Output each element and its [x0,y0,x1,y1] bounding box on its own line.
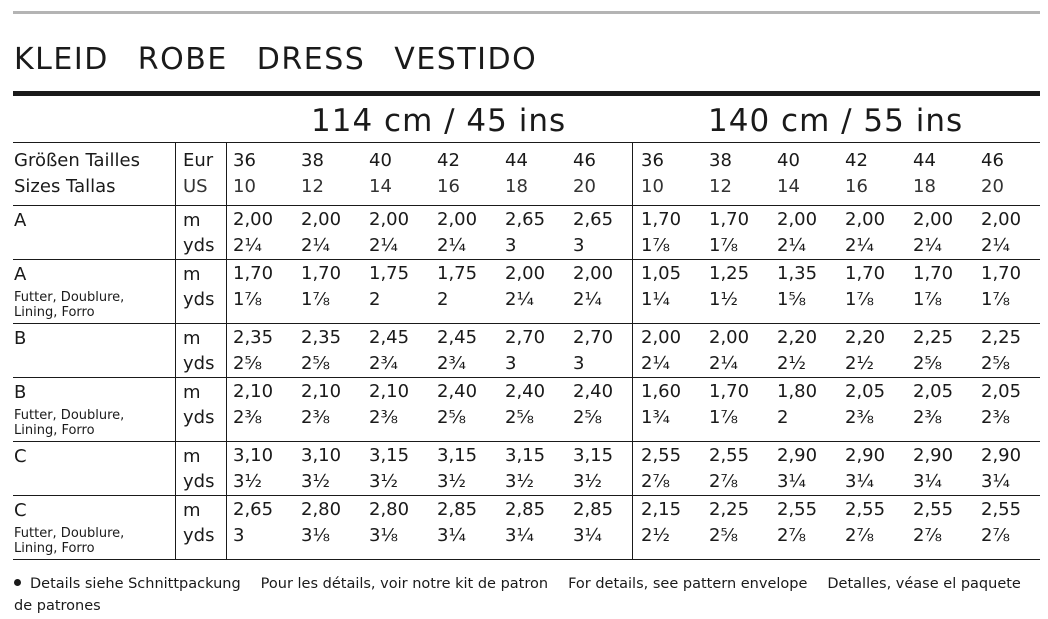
unit-yds: yds [183,235,215,256]
eur-size: 44 [505,150,528,171]
meters-value: 2,80 [301,499,342,520]
unit-yds: yds [183,471,215,492]
bullet-icon [14,579,21,586]
meters-value: 2,35 [233,327,274,348]
yards-value: 2¼ [437,235,466,256]
meters-value: 2,70 [573,327,614,348]
unit-m: m [183,264,201,285]
yards-value: 1¼ [641,289,670,310]
meters-value: 2,55 [913,499,954,520]
yards-value: 2⅜ [845,407,874,428]
title-rule [13,91,1040,96]
yards-value: 3 [505,235,517,256]
meters-value: 2,15 [641,499,682,520]
lining-label-line: Lining, Forro [14,541,95,556]
unit-m: m [183,382,201,403]
meters-value: 2,00 [369,209,410,230]
yards-value: 2¼ [505,289,534,310]
yards-value: 2⅜ [233,407,262,428]
yards-value: 2¼ [981,235,1010,256]
meters-value: 2,00 [777,209,818,230]
meters-value: 2,00 [709,327,750,348]
yards-value: 2⅜ [981,407,1010,428]
eur-size: 38 [301,150,324,171]
yards-value: 2½ [777,353,806,374]
view-label: C [14,446,27,467]
meters-value: 1,25 [709,263,750,284]
meters-value: 1,70 [981,263,1022,284]
yards-value: 2⅞ [709,471,738,492]
meters-value: 2,05 [981,381,1022,402]
top-rule [13,11,1040,14]
fabric-width-140: 140 cm / 55 ins [708,103,964,139]
meters-value: 1,60 [641,381,682,402]
column-divider [632,142,633,559]
yards-value: 1½ [709,289,738,310]
yards-value: 2⅝ [573,407,602,428]
lining-label [14,526,124,556]
yards-value: 3¼ [845,471,874,492]
row-divider [13,323,1040,324]
meters-value: 1,70 [913,263,954,284]
yards-value: 3¼ [573,525,602,546]
title-en: DRESS [256,42,366,77]
unit-yds: yds [183,407,215,428]
meters-value: 3,10 [301,445,342,466]
meters-value: 2,00 [913,209,954,230]
meters-value: 2,65 [573,209,614,230]
meters-value: 2,00 [301,209,342,230]
meters-value: 2,45 [437,327,478,348]
yards-value: 2⅞ [845,525,874,546]
meters-value: 2,00 [505,263,546,284]
meters-value: 2,10 [233,381,274,402]
meters-value: 2,40 [437,381,478,402]
meters-value: 2,70 [505,327,546,348]
yards-value: 3¼ [981,471,1010,492]
yards-value: 2 [437,289,449,310]
meters-value: 2,35 [301,327,342,348]
yards-value: 2¼ [913,235,942,256]
meters-value: 2,00 [233,209,274,230]
yards-value: 3 [573,235,585,256]
yards-value: 2¼ [573,289,602,310]
view-label: A [14,264,27,285]
yards-value: 2¼ [777,235,806,256]
meters-value: 3,15 [369,445,410,466]
meters-value: 2,10 [301,381,342,402]
yards-value: 3 [233,525,245,546]
lining-label-line: Lining, Forro [14,305,95,320]
yards-value: 3½ [573,471,602,492]
meters-value: 2,65 [233,499,274,520]
yards-value: 2⅞ [913,525,942,546]
yards-value: 2⅝ [437,407,466,428]
us-size: 18 [913,176,936,197]
yards-value: 1⅞ [845,289,874,310]
meters-value: 2,00 [437,209,478,230]
yards-value: 2⅝ [505,407,534,428]
us-size: 12 [301,176,324,197]
meters-value: 2,20 [777,327,818,348]
row-divider [13,559,1040,560]
title-fr: ROBE [137,42,228,77]
yards-value: 2½ [845,353,874,374]
unit-m: m [183,446,201,467]
yards-value: 3 [505,353,517,374]
unit-yds: yds [183,353,215,374]
yards-value: 1¾ [641,407,670,428]
us-size: 20 [981,176,1004,197]
view-label: B [14,328,27,349]
yards-value: 2 [369,289,381,310]
lining-label-line: Lining, Forro [14,423,95,438]
row-divider [13,377,1040,378]
yards-value: 3¼ [505,525,534,546]
meters-value: 2,45 [369,327,410,348]
yards-value: 2⅞ [981,525,1010,546]
yards-value: 3¼ [777,471,806,492]
meters-value: 1,70 [233,263,274,284]
yards-value: 3½ [505,471,534,492]
footnote-en: For details, see pattern envelope [568,576,808,592]
meters-value: 1,35 [777,263,818,284]
meters-value: 1,05 [641,263,682,284]
meters-value: 1,70 [845,263,886,284]
unit-m: m [183,210,201,231]
meters-value: 1,70 [301,263,342,284]
yards-value: 3¼ [913,471,942,492]
us-size: 16 [437,176,460,197]
eur-size: 36 [641,150,664,171]
meters-value: 2,00 [981,209,1022,230]
size-label-line1: Größen Tailles [14,150,141,171]
size-label-line2: Sizes Tallas [14,176,116,197]
view-label: A [14,210,27,231]
yards-value: 2¾ [369,353,398,374]
yards-value: 3½ [369,471,398,492]
title-es: VESTIDO [394,42,538,77]
yards-value: 1⅞ [709,407,738,428]
yards-value: 1⅞ [913,289,942,310]
title-de: KLEID [14,42,109,77]
us-size: 10 [641,176,664,197]
meters-value: 2,40 [505,381,546,402]
meters-value: 2,05 [913,381,954,402]
view-label: B [14,382,27,403]
yards-value: 2¼ [845,235,874,256]
meters-value: 2,85 [437,499,478,520]
eur-size: 38 [709,150,732,171]
meters-value: 3,10 [233,445,274,466]
yards-value: 2¾ [437,353,466,374]
column-divider [226,142,227,559]
meters-value: 2,90 [777,445,818,466]
column-divider [175,142,176,559]
row-divider [13,142,1040,143]
us-size: 14 [777,176,800,197]
meters-value: 2,25 [981,327,1022,348]
eur-size: 40 [777,150,800,171]
meters-value: 2,90 [845,445,886,466]
meters-value: 2,00 [573,263,614,284]
eur-size: 44 [913,150,936,171]
yards-value: 1⅞ [641,235,670,256]
lining-label-line: Futter, Doublure, [14,526,125,541]
yards-value: 3 [573,353,585,374]
meters-value: 2,10 [369,381,410,402]
yards-value: 2⅝ [233,353,262,374]
yards-value: 1⅞ [301,289,330,310]
meters-value: 2,90 [913,445,954,466]
meters-value: 2,55 [641,445,682,466]
row-divider [13,495,1040,496]
eur-size: 46 [981,150,1004,171]
meters-value: 1,70 [709,381,750,402]
meters-value: 2,00 [641,327,682,348]
footnote-es: Detalles, véase el paquete de patrones [14,576,1021,614]
yards-value: 2¼ [301,235,330,256]
us-size: 16 [845,176,868,197]
meters-value: 3,15 [437,445,478,466]
eur-size: 46 [573,150,596,171]
meters-value: 1,75 [437,263,478,284]
lining-label [14,408,124,438]
yards-value: 2⅜ [913,407,942,428]
yards-value: 2⅞ [641,471,670,492]
yards-value: 3½ [301,471,330,492]
lining-label-line: Futter, Doublure, [14,408,125,423]
row-divider [13,205,1040,206]
yards-value: 2⅜ [301,407,330,428]
yards-value: 2¼ [641,353,670,374]
us-size: 14 [369,176,392,197]
eur-size: 42 [845,150,868,171]
yards-value: 2⅝ [709,525,738,546]
us-size: 18 [505,176,528,197]
us-size: 20 [573,176,596,197]
fabric-width-114: 114 cm / 45 ins [311,103,567,139]
meters-value: 2,90 [981,445,1022,466]
yards-value: 3⅛ [301,525,330,546]
unit-yds: yds [183,525,215,546]
yards-value: 2½ [641,525,670,546]
yards-value: 2⅝ [981,353,1010,374]
yards-value: 1⅞ [233,289,262,310]
us-label: US [183,176,208,197]
eur-size: 36 [233,150,256,171]
yards-value: 2¼ [369,235,398,256]
meters-value: 2,40 [573,381,614,402]
view-label: C [14,500,27,521]
yards-value: 2¼ [709,353,738,374]
yards-value: 3½ [437,471,466,492]
meters-value: 2,85 [573,499,614,520]
meters-value: 1,70 [709,209,750,230]
meters-value: 2,65 [505,209,546,230]
unit-m: m [183,500,201,521]
meters-value: 2,20 [845,327,886,348]
meters-value: 1,70 [641,209,682,230]
yards-value: 2⅝ [913,353,942,374]
yards-value: 2 [777,407,789,428]
lining-label-line: Futter, Doublure, [14,290,125,305]
meters-value: 2,00 [845,209,886,230]
us-size: 12 [709,176,732,197]
yards-value: 2⅝ [301,353,330,374]
lining-label [14,290,124,320]
yards-value: 3¼ [437,525,466,546]
eur-size: 42 [437,150,460,171]
meters-value: 2,85 [505,499,546,520]
meters-value: 2,55 [845,499,886,520]
yards-value: 1⅞ [709,235,738,256]
meters-value: 2,55 [981,499,1022,520]
us-size: 10 [233,176,256,197]
yards-value: 3⅛ [369,525,398,546]
yards-value: 2⅜ [369,407,398,428]
yards-value: 1⅞ [981,289,1010,310]
row-divider [13,259,1040,260]
yards-value: 2⅞ [777,525,806,546]
meters-value: 1,80 [777,381,818,402]
eur-label: Eur [183,150,214,171]
meters-value: 2,55 [709,445,750,466]
meters-value: 2,55 [777,499,818,520]
meters-value: 1,75 [369,263,410,284]
meters-value: 2,25 [709,499,750,520]
meters-value: 2,80 [369,499,410,520]
yards-value: 1⅝ [777,289,806,310]
footnote [14,573,1024,617]
yards-value: 2¼ [233,235,262,256]
meters-value: 2,05 [845,381,886,402]
unit-yds: yds [183,289,215,310]
page-title [14,42,566,77]
meters-value: 3,15 [505,445,546,466]
meters-value: 3,15 [573,445,614,466]
yards-value: 3½ [233,471,262,492]
footnote-fr: Pour les détails, voir notre kit de patron [260,576,549,592]
unit-m: m [183,328,201,349]
footnote-de: Details siehe Schnittpackung [30,576,241,592]
row-divider [13,441,1040,442]
meters-value: 2,25 [913,327,954,348]
eur-size: 40 [369,150,392,171]
